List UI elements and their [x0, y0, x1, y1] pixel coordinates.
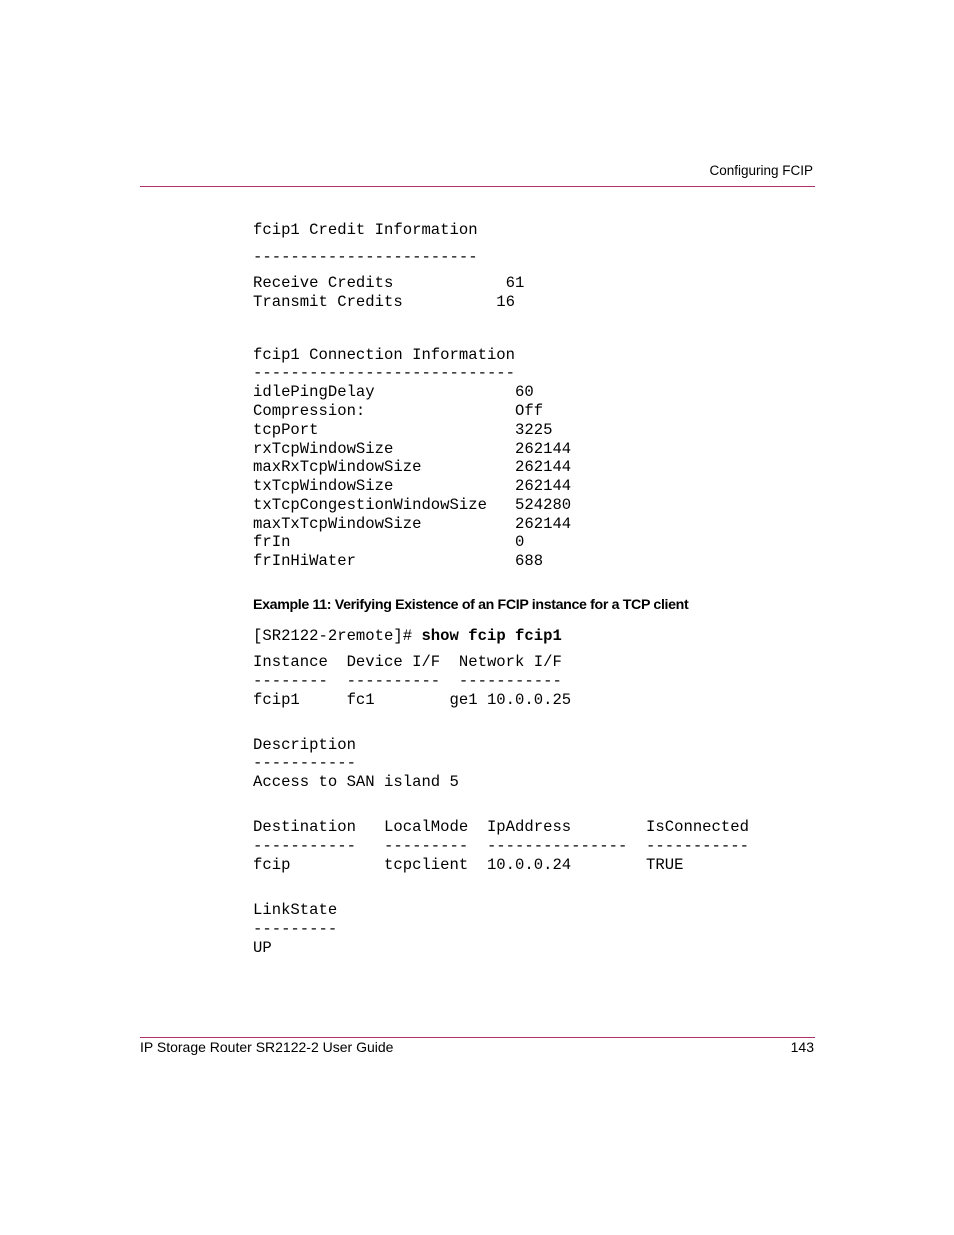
header-rule	[140, 186, 815, 187]
cli-command: show fcip fcip1	[421, 627, 562, 645]
connection-row: maxTxTcpWindowSize 262144	[253, 515, 572, 533]
instance-table-header: Instance Device I/F Network I/F	[253, 653, 562, 671]
transmit-credits-line: Transmit Credits 16	[253, 293, 516, 311]
instance-table-separator: -------- ---------- -----------	[253, 672, 562, 690]
connection-info-separator: ----------------------------	[253, 364, 516, 382]
connection-row: maxRxTcpWindowSize 262144	[253, 458, 572, 476]
connection-row: txTcpWindowSize 262144	[253, 477, 572, 495]
description-separator: -----------	[253, 754, 356, 772]
description-value: Access to SAN island 5	[253, 773, 459, 791]
linkstate-value: UP	[253, 939, 272, 957]
connection-row: Compression: Off	[253, 402, 544, 420]
footer-doc-title: IP Storage Router SR2122-2 User Guide	[140, 1039, 394, 1055]
command-line	[253, 627, 562, 646]
connection-row: rxTcpWindowSize 262144	[253, 440, 572, 458]
connection-row: idlePingDelay 60	[253, 383, 534, 401]
footer-page-number: 143	[790, 1039, 814, 1055]
connection-info-title: fcip1 Connection Information	[253, 346, 516, 364]
connection-row: tcpPort 3225	[253, 421, 553, 439]
destination-table-header: Destination LocalMode IpAddress IsConnected	[253, 818, 749, 836]
cli-prompt: [SR2122-2remote]#	[253, 627, 422, 645]
credit-info-separator: ------------------------	[253, 248, 478, 266]
instance-table-row: fcip1 fc1 ge1 10.0.0.25	[253, 691, 572, 709]
connection-row: txTcpCongestionWindowSize 524280	[253, 496, 572, 514]
linkstate-header: LinkState	[253, 901, 338, 919]
connection-row: frInHiWater 688	[253, 552, 544, 570]
footer-rule	[140, 1037, 815, 1038]
credit-info-title: fcip1 Credit Information	[253, 221, 478, 239]
receive-credits-line: Receive Credits 61	[253, 274, 525, 292]
example-caption: Example 11: Verifying Existence of an FCIP instance for a TCP client	[253, 597, 689, 613]
connection-row: frIn 0	[253, 533, 525, 551]
description-header: Description	[253, 736, 356, 754]
linkstate-separator: ---------	[253, 920, 338, 938]
running-header-title: Configuring FCIP	[709, 163, 813, 178]
destination-table-row: fcip tcpclient 10.0.0.24 TRUE	[253, 856, 684, 874]
destination-table-separator: ----------- --------- --------------- -----------	[253, 837, 749, 855]
